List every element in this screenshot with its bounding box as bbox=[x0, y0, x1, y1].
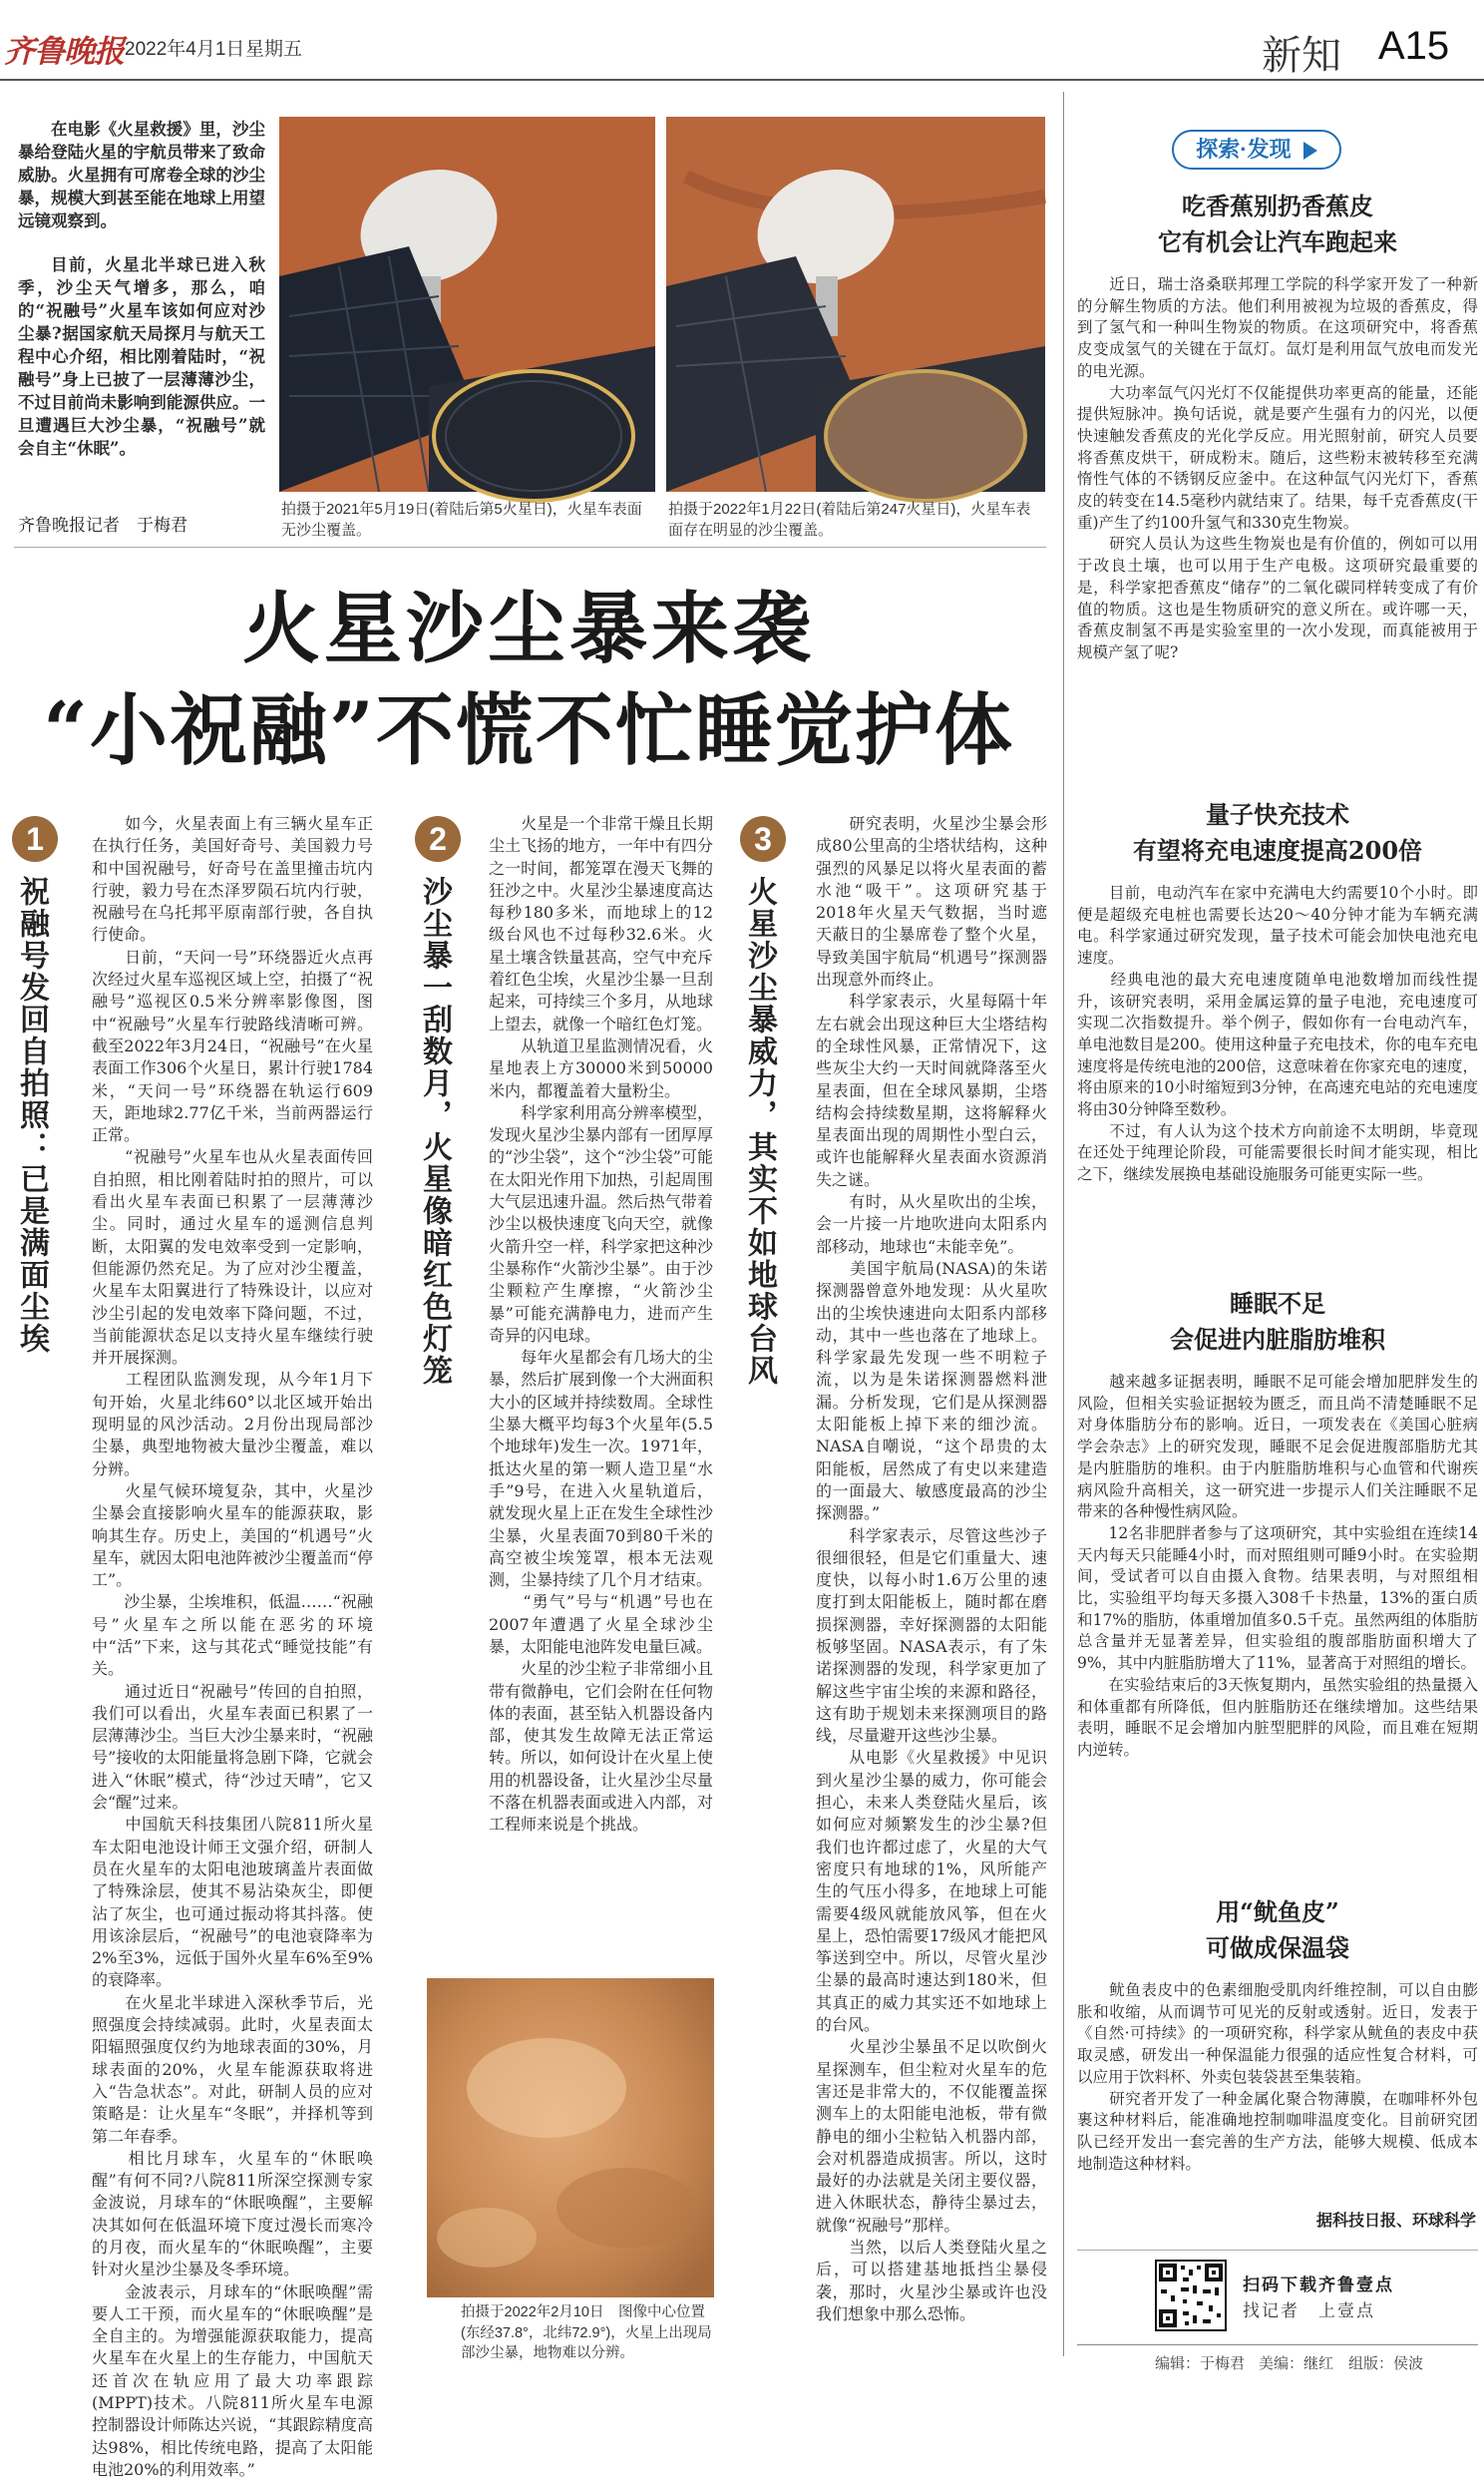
mars-dust-storm-drawing bbox=[427, 1978, 714, 2297]
masthead-page: A15 bbox=[1378, 24, 1450, 68]
masthead-section: 新知 bbox=[1262, 33, 1341, 79]
masthead-weekday: 星期五 bbox=[245, 39, 303, 60]
section-3-number: 3 bbox=[740, 816, 786, 862]
sidebar-tag-label: 探索·发现 bbox=[1196, 137, 1292, 162]
article-1-body: 近日，瑞士洛桑联邦理工学院的科学家开发了一种新的分解生物质的方法。他们利用被视为垃圾的香蕉皮，得到了氢气和一种叫生物炭的物质。在这项研究中，将香蕉皮变成氢气的关键在于氙灯。氙灯是利用氙气放电而发光的电光源。 大功率氙气闪光灯不仅能提供功率更高的能量，还能提供短脉冲。换句话说，就是要产生强有力的闪光，以便快速触发香蕉皮的光化学反应。用光照射前，研究人员要将香蕉皮烘干，研成粉末。随后，这些粉末被转移至充满惰性气体的不锈钢反应釜中。在这种氙气闪光灯下，香蕉皮的转变在14.5毫秒内就结束了。结果，每千克香蕉皮(干重)产生了约100升氢气和330克生物炭。 研究人员认为这些生物炭也是有价值的，例如可以用于改良土壤，也可以用于生产电极。这项研究最重要的是，科学家把香蕉皮“储存”的二氧化碳同样转变成了有价值的物质。这也是生物质研究的意义所在。或许哪一天，香蕉皮制氢不再是实验室里的一次小发现，而真能被用于规模产氢了呢? bbox=[1077, 275, 1478, 661]
article-2-title-2: 有望将充电速度提高200倍 bbox=[1132, 836, 1423, 865]
article-3-title-1: 睡眠不足 bbox=[1230, 1289, 1325, 1318]
intro-byline: 齐鲁晚报记者 于梅君 bbox=[18, 516, 187, 535]
article-4-body: 鱿鱼表皮中的色素细胞受肌肉纤维控制，可以自由膨胀和收缩，从而调节可见光的反射或透射。近日，发表于《自然·可持续》的一项研究称，科学家从鱿鱼的表皮中获取灵感，研发出一种保温能力很强的适应性复合材料，可以应用于饮料杯、外卖包装袋甚至集装箱。 研究者开发了一种金属化聚合物薄膜，在咖啡杯外包裹这种材料后，能准确地控制咖啡温度变化。目前研究团队已经开发出一套完善的生产方法，能够大规模、低成本地制造这种材料。 bbox=[1077, 1981, 1478, 2173]
footer-art: 美编：继红 bbox=[1259, 2355, 1334, 2372]
section-3-title: 火星沙尘暴威力，其实不如地球台风 bbox=[742, 876, 777, 1387]
section-3-body: 研究表明，火星沙尘暴会形成80公里高的尘塔状结构，这种强烈的风暴足以将火星表面的蓄水池“吸干”。这项研究基于2018年火星天气数据，当时遮天蔽日的尘暴席卷了整个火星，导致美国宇航局“机遇号”探测器出现意外而终止。 科学家表示，火星每隔十年左右就会出现这种巨大尘塔结构的全球性风暴，正常情况下，这些灰尘大约一天时间就降落至火星表面，但在全球风暴期，尘塔结构会持续数星期，这将解释火星表面出现的周期性小型白云，或许也能解释火星表面水资源消失之谜。 有时，从火星吹出的尘埃，会一片接一片地吹进向太阳系内部移动，地球也“未能幸免”。 美国宇航局(NASA)的朱诺探测器曾意外地发现：从火星吹出的尘埃快速进向太阳系内部移动，其中一些也落在了地球上。科学家最先发现一些不明粒子流，以为是朱诺探测器燃料泄漏。分析发现，它们是从探测器太阳能板上掉下来的细沙流。NASA自嘲说，“这个昂贵的太阳能板，居然成了有史以来建造的一面最大、敏感度最高的沙尘探测器。” 科学家表示，尽管这些沙子很细很轻，但是它们重量大、速度快，以每小时1.6万公里的速度打到太阳能板上，随时都在磨损探测器，幸好探测器的太阳能板够坚固。NASA表示，有了朱诺探测器的发现，科学家更加了解这些宇宙尘埃的来源和路径，这有助于规划未来探测项目的路线，尽量避开这些沙尘暴。 从电影《火星救援》中见识到火星沙尘暴的威力，你可能会担心，未来人类登陆火星后，该如何应对频繁发生的沙尘暴?但我们也许都过虑了，火星的大气密度只有地球的1%，风所能产生的气压小得多，在地球上可能需要4级风就能放风筝，但在火星上，恐怕需要17级风才能把风筝送到空中。所以，尽管火星沙尘暴的最高时速达到180米，但其真正的威力其实还不如地球上的台风。 火星沙尘暴虽不足以吹倒火星探测车，但尘粒对火星车的危害还是非常大的，不仅能覆盖探测车上的太阳能电池板，带有微静电的细小尘粒钻入机器内部，会对机器造成损害。所以，这时最好的办法就是关闭主要仪器，进入休眠状态，静待尘暴过去，就像“祝融号”那样。 当然，以后人类登陆火星之后，可以搭建基地抵挡尘暴侵袭，那时，火星沙尘暴或许也没我们想象中那么恐怖。 bbox=[816, 814, 1047, 2323]
photo-rover-before bbox=[279, 117, 655, 492]
qr-text-1: 扫码下载齐鲁壹点 bbox=[1243, 2275, 1394, 2294]
sidebar-bottom-divider bbox=[1077, 2250, 1478, 2251]
footer-editor: 编辑：于梅君 bbox=[1155, 2355, 1246, 2372]
footer-proof: 组版：侯波 bbox=[1348, 2355, 1424, 2372]
intro-paragraph-1: 在电影《火星救援》里，沙尘暴给登陆火星的宇航员带来了致命威胁。火星拥有可席卷全球的沙尘暴，规模大到甚至能在地球上用望远镜观察到。 bbox=[18, 120, 265, 230]
section-1-body: 如今，火星表面上有三辆火星车正在执行任务，美国好奇号、美国毅力号和中国祝融号，好奇号在盖里撞击坑内行驶，毅力号在杰泽罗陨石坑内行驶，祝融号在乌托邦平原南部行驶，各自执行使命。 日前，“天问一号”环绕器近火点再次经过火星车巡视区域上空，拍摄了“祝融号”巡视区0.5米分辨率影像图，图中“祝融号”火星车行驶路线清晰可辨。截至2022年3月24日，“祝融号”在火星表面工作306个火星日，累计行驶1784米，“天问一号”环绕器在轨运行609天，距地球2.77亿千米，当前两器运行正常。 “祝融号”火星车也从火星表面传回自拍照，相比刚着陆时拍的照片，可以看出火星车表面已积累了一层薄薄沙尘。同时，通过火星车的遥测信息判断，太阳翼的发电效率受到一定影响，但能源仍然充足。为了应对沙尘覆盖，火星车太阳翼进行了特殊设计，以应对沙尘引起的发电效率下降问题，不过，当前能源状态足以支持火星车继续行驶并开展探测。 工程团队监测发现，从今年1月下旬开始，火星北纬60°以北区域开始出现明显的风沙活动。2月份出现局部沙尘暴，典型地物被大量沙尘覆盖，难以分辨。 火星气候环境复杂，其中，火星沙尘暴会直接影响火星车的能源获取，影响其生存。历史上，美国的“机遇号”火星车，就因太阳电池阵被沙尘覆盖而“停工”。 沙尘暴，尘埃堆积，低温……“祝融号”火星车之所以能在恶劣的环境中“活”下来，这与其花式“睡觉技能”有关。 通过近日“祝融号”传回的自拍照，我们可以看出，火星车表面已积累了一层薄薄沙尘。当巨大沙尘暴来时，“祝融号”接收的太阳能量将急剧下降，它就会进入“休眠”模式，待“沙过天晴”，它又会“醒”过来。 中国航天科技集团八院811所火星车太阳电池设计师王文强介绍，研制人员在火星车的太阳电池玻璃盖片表面做了特殊涂层，使其不易沾染灰尘，即便沾了灰尘，也可通过振动将其抖落。使用该涂层后，“祝融号”的电池衰降率为2%至3%，远低于国外火星车6%至9%的衰降率。 在火星北半球进入深秋季节后，光照强度会持续减弱。此时，火星表面太阳辐照强度仅约为地球表面的30%，月球表面的20%，火星车能源获取将进入“告急状态”。对此，研制人员的应对策略是：让火星车“冬眠”，并择机等到第二年春季。 相比月球车，火星车的“休眠唤醒”有何不同?八院811所深空探测专家金波说，月球车的“休眠唤醒”，主要解决其如何在低温环境下度过漫长而寒冷的月夜，而火星车的“休眠唤醒”，主要针对火星沙尘暴及冬季环境。 金波表示，月球车的“休眠唤醒”需要人工干预，而火星车的“休眠唤醒”是全自主的。为增强能源获取能力，提高火星车在火星上的生存能力，中国航天还首次在轨应用了最大功率跟踪(MPPT)技术。八院811所火星车电源控制器设计师陈达兴说，“其跟踪精度高达98%，相比传统电路，提高了太阳能电池20%的利用效率。” bbox=[92, 814, 373, 2479]
article-2-body: 目前，电动汽车在家中充满电大约需要10个小时。即便是超级充电桩也需要长达20～40分钟才能为车辆充满电。科学家通过研究发现，量子技术可能会加快电池充电速度。 经典电池的最大充电速度随单电池数增加而线性提升，该研究表明，采用金属运算的量子电池，充电速度可实现二次指数提升。举个例子，假如你有一台电动汽车，单电池数目是200。使用这种量子充电技术，你的电车充电速度将是传统电池的200倍，这意味着在你家充电的速度，将由原来的10小时缩短到3分钟，在高速充电站的充电速度将由30分钟降至数秒。 不过，有人认为这个技术方向前途不太明朗，毕竟现在还处于纯理论阶段，可能需要很长时间才能实现，相比之下，继续发展换电基础设施服务可能更实际一些。 bbox=[1077, 884, 1478, 1184]
masthead-date: 2022年4月1日 bbox=[125, 39, 245, 60]
qr-code-icon[interactable] bbox=[1155, 2260, 1227, 2331]
article-3-body: 越来越多证据表明，睡眠不足可能会增加肥胖发生的风险，但相关实验证据较为匮乏，而且尚不清楚睡眠不足对身体脂肪分布的影响。近日，一项发表在《美国心脏病学会杂志》上的研究发现，睡眠不足会促进腹部脂肪尤其是内脏脂肪的堆积。由于内脏脂肪堆积与心血管和代谢疾病风险升高相关，这一研究进一步提示人们关注睡眠不足带来的各种慢性病风险。 12名非肥胖者参与了这项研究，其中实验组在连续14天内每天只能睡4小时，而对照组则可睡9小时。在实验期间，受试者可以自由摄入食物。结果表明，与对照组相比，实验组平均每天多摄入308千卡热量，13%的蛋白质和17%的脂肪，体重增加值多0.5千克。虽然两组的体脂肪总含量并无显著差异，但实验组的腹部脂肪面积增大了9%，其中内脏脂肪增大了11%，显著高于对照组的增长。 在实验结束后的3天恢复期内，虽然实验组的热量摄入和体重都有所降低，但内脏脂肪还在继续增加。这些结果表明，睡眠不足会增加内脏型肥胖的风险，而且难在短期内逆转。 bbox=[1077, 1373, 1478, 1759]
section-1-number: 1 bbox=[12, 816, 58, 862]
section-1-title: 祝融号发回自拍照：已是满面尘埃 bbox=[14, 876, 49, 1355]
photo-mars-dust-storm bbox=[427, 1978, 714, 2297]
qr-text-2: 找记者 上壹点 bbox=[1243, 2301, 1375, 2320]
top-divider bbox=[14, 547, 1046, 548]
play-arrow-icon bbox=[1303, 142, 1317, 160]
sidebar-tag bbox=[1172, 130, 1341, 170]
section-2-title: 沙尘暴一刮数月，火星像暗红色灯笼 bbox=[417, 876, 452, 1387]
photo-rover-after bbox=[666, 117, 1045, 492]
photo-caption-3: 拍摄于2022年2月10日 图像中心位置(东经37.8°，北纬72.9°)，火星上出现局部沙尘暴，地物难以分辨。 bbox=[461, 2304, 712, 2361]
headline-line-1: 火星沙尘暴来袭 bbox=[241, 584, 815, 674]
masthead-rule bbox=[0, 79, 1484, 81]
section-2-body: 火星是一个非常干燥且长期尘土飞扬的地方，一年中有四分之一时间，都笼罩在漫天飞舞的狂沙之中。火星沙尘暴速度高达每秒180多米，而地球上的12级台风也不过每秒32.6米。火星土壤含铁量甚高，空气中充斥着红色尘埃，火星沙尘暴一旦刮起来，可持续三个多月，从地球上望去，就像一个暗红色灯笼。 从轨道卫星监测情况看，火星地表上方30000米到50000米内，都覆盖着大量粉尘。 科学家利用高分辨率模型，发现火星沙尘暴内部有一团厚厚的“沙尘袋”，这个“沙尘袋”可能在太阳光作用下加热，引起周围大气层迅速升温。然后热气带着沙尘以极快速度飞向天空，就像火箭升空一样，科学家把这种沙尘暴称作“火箭沙尘暴”。由于沙尘颗粒产生摩擦，“火箭沙尘暴”可能充满静电力，进而产生奇异的闪电球。 每年火星都会有几场大的尘暴，然后扩展到像一个大洲面积大小的区域并持续数周。全球性尘暴大概平均每3个火星年(5.5个地球年)发生一次。1971年，抵达火星的第一颗人造卫星“水手”9号，在进入火星轨道后，就发现火星上正在发生全球性沙尘暴，火星表面70到80千米的高空被尘埃笼罩，根本无法观测，尘暴持续了几个月才结束。 “勇气”号与“机遇”号也在2007年遭遇了火星全球沙尘暴，太阳能电池阵发电量巨减。 火星的沙尘粒子非常细小且带有微静电，它们会附在任何物体的表面，甚至钻入机器设备内部，使其发生故障无法正常运转。所以，如何设计在火星上使用的机器设备，让火星沙尘尽量不落在机器表面或进入内部，对工程师来说是个挑战。 bbox=[489, 814, 713, 1835]
article-3-title-2: 会促进内脏脂肪堆积 bbox=[1170, 1325, 1385, 1354]
article-2-title-1: 量子快充技术 bbox=[1206, 800, 1349, 829]
section-2-number: 2 bbox=[415, 816, 461, 862]
article-4-title-1: 用“鱿鱼皮” bbox=[1216, 1897, 1339, 1926]
intro-paragraph-2: 目前，火星北半球已进入秋季，沙尘天气增多，那么，咱的“祝融号”火星车该如何应对沙尘暴?据国家航天局探月与航天工程中心介绍，相比刚着陆时，“祝融号”身上已披了一层薄薄沙尘，不过目前尚未影响到能源供应。一旦遭遇巨大沙尘暴，“祝融号”就会自主“休眠”。 bbox=[18, 255, 265, 458]
footer-rule bbox=[1077, 2344, 1478, 2345]
rover-after-drawing bbox=[666, 117, 1045, 492]
photo-caption-1: 拍摄于2021年5月19日(着陆后第5火星日)，火星车表面无沙尘覆盖。 bbox=[281, 501, 642, 539]
article-4-source: 据科技日报、环球科学 bbox=[1315, 2213, 1476, 2230]
article-4-title-2: 可做成保温袋 bbox=[1206, 1933, 1349, 1962]
qr-pattern bbox=[1157, 2262, 1225, 2329]
sidebar-separator bbox=[1063, 92, 1064, 2356]
rover-before-drawing bbox=[279, 117, 655, 492]
photo-caption-2: 拍摄于2022年1月22日(着陆后第247火星日)，火星车表面存在明显的沙尘覆盖。 bbox=[668, 501, 1031, 539]
article-1-title-1: 吃香蕉别扔香蕉皮 bbox=[1182, 192, 1373, 220]
headline-line-2: “小祝融”不慌不忙睡觉护体 bbox=[43, 685, 1014, 776]
masthead-logo: 齐鲁晚报 bbox=[4, 34, 124, 70]
article-1-title-2: 它有机会让汽车跑起来 bbox=[1158, 227, 1397, 256]
